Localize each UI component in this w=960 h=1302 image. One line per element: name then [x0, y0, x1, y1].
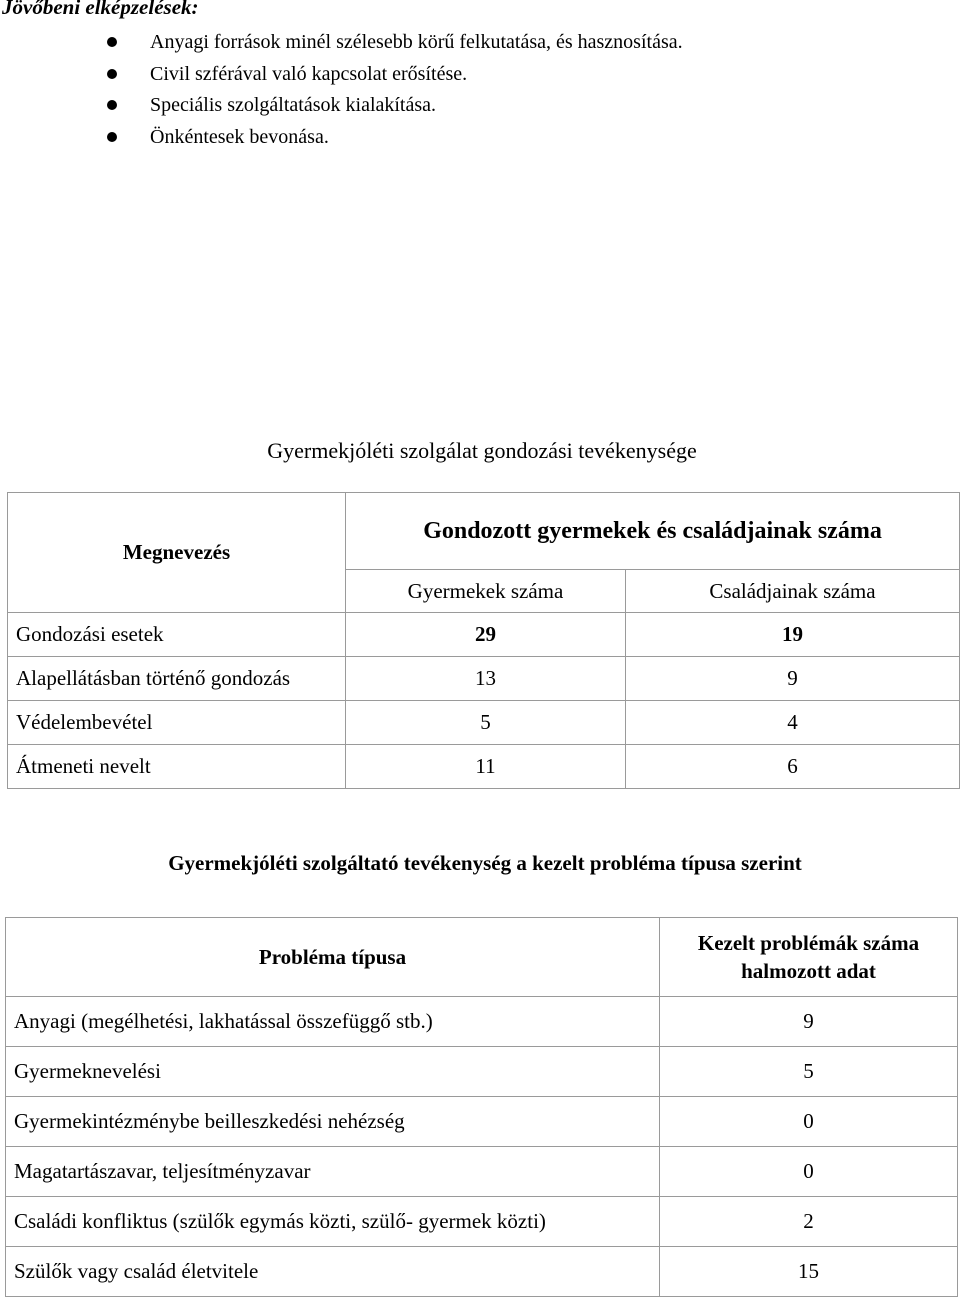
table-row [8, 613, 960, 657]
header-families: Családjainak száma [626, 570, 960, 613]
row-label: Gyermeknevelési [6, 1047, 660, 1097]
list-item-text: Civil szférával való kapcsolat erősítése. [150, 62, 468, 85]
families-count: 9 [626, 657, 960, 701]
bullet-icon [107, 100, 117, 110]
header-children: Gyermekek száma [346, 570, 626, 613]
problem-count: 9 [660, 997, 958, 1047]
row-label: Alapellátásban történő gondozás [8, 657, 346, 701]
header-count-line2: halmozott adat [741, 959, 876, 983]
table-row [6, 1147, 958, 1197]
row-label: Anyagi (megélhetési, lakhatással összefüggő stb.) [6, 997, 660, 1047]
future-plans-list [0, 27, 683, 153]
list-item-text: Speciális szolgáltatások kialakítása. [150, 94, 437, 116]
row-label: Magatartászavar, teljesítményzavar [6, 1147, 660, 1197]
bullet-icon [107, 132, 117, 142]
future-plans-heading: Jövőbeni elképzelések: [2, 0, 199, 19]
row-label: Átmeneti nevelt [8, 745, 346, 789]
table-row [6, 1247, 958, 1297]
families-count: 4 [626, 701, 960, 745]
table-row [6, 1047, 958, 1097]
row-label: Családi konfliktus (szülők egymás közti, szülő- gyermek közti) [6, 1197, 660, 1247]
row-label: Gyermekintézménybe beilleszkedési nehézség [6, 1097, 660, 1147]
header-name: Megnevezés [8, 493, 346, 613]
table-row [6, 1197, 958, 1247]
bullet-icon [107, 69, 117, 79]
list-item [0, 122, 683, 154]
header-problem-type: Probléma típusa [6, 918, 660, 997]
header-group: Gondozott gyermekek és családjainak száma [346, 493, 960, 570]
families-count: 6 [626, 745, 960, 789]
care-activity-table [7, 492, 960, 789]
bullet-icon [107, 37, 117, 47]
table-row [6, 1097, 958, 1147]
row-label: Védelembevétel [8, 701, 346, 745]
list-item [0, 90, 683, 122]
list-item [0, 27, 683, 59]
table-row [8, 701, 960, 745]
problem-count: 0 [660, 1097, 958, 1147]
table-row [8, 657, 960, 701]
header-count-line1: Kezelt problémák száma [697, 931, 920, 955]
header-problem-count [660, 918, 958, 997]
table-row [6, 997, 958, 1047]
problem-count: 15 [660, 1247, 958, 1297]
problem-count: 2 [660, 1197, 958, 1247]
row-label: Szülők vagy család életvitele [6, 1247, 660, 1297]
list-item-text: Önkéntesek bevonása. [150, 125, 329, 148]
problem-count: 5 [660, 1047, 958, 1097]
list-item [0, 59, 683, 91]
problem-type-table [5, 917, 958, 1297]
children-count: 13 [346, 657, 626, 701]
list-item-text: Anyagi források minél szélesebb körű felkutatása, és hasznosítása. [150, 31, 683, 53]
table2-title: Gyermekjóléti szolgáltató tevékenység a kezelt probléma típusa szerint [168, 851, 802, 875]
children-count: 11 [346, 745, 626, 789]
table1-title: Gyermekjóléti szolgálat gondozási tevékenysége [267, 438, 697, 463]
problem-count: 0 [660, 1147, 958, 1197]
table-row [8, 745, 960, 789]
children-count: 5 [346, 701, 626, 745]
row-label: Gondozási esetek [8, 613, 346, 657]
families-count: 19 [626, 613, 960, 657]
children-count: 29 [346, 613, 626, 657]
